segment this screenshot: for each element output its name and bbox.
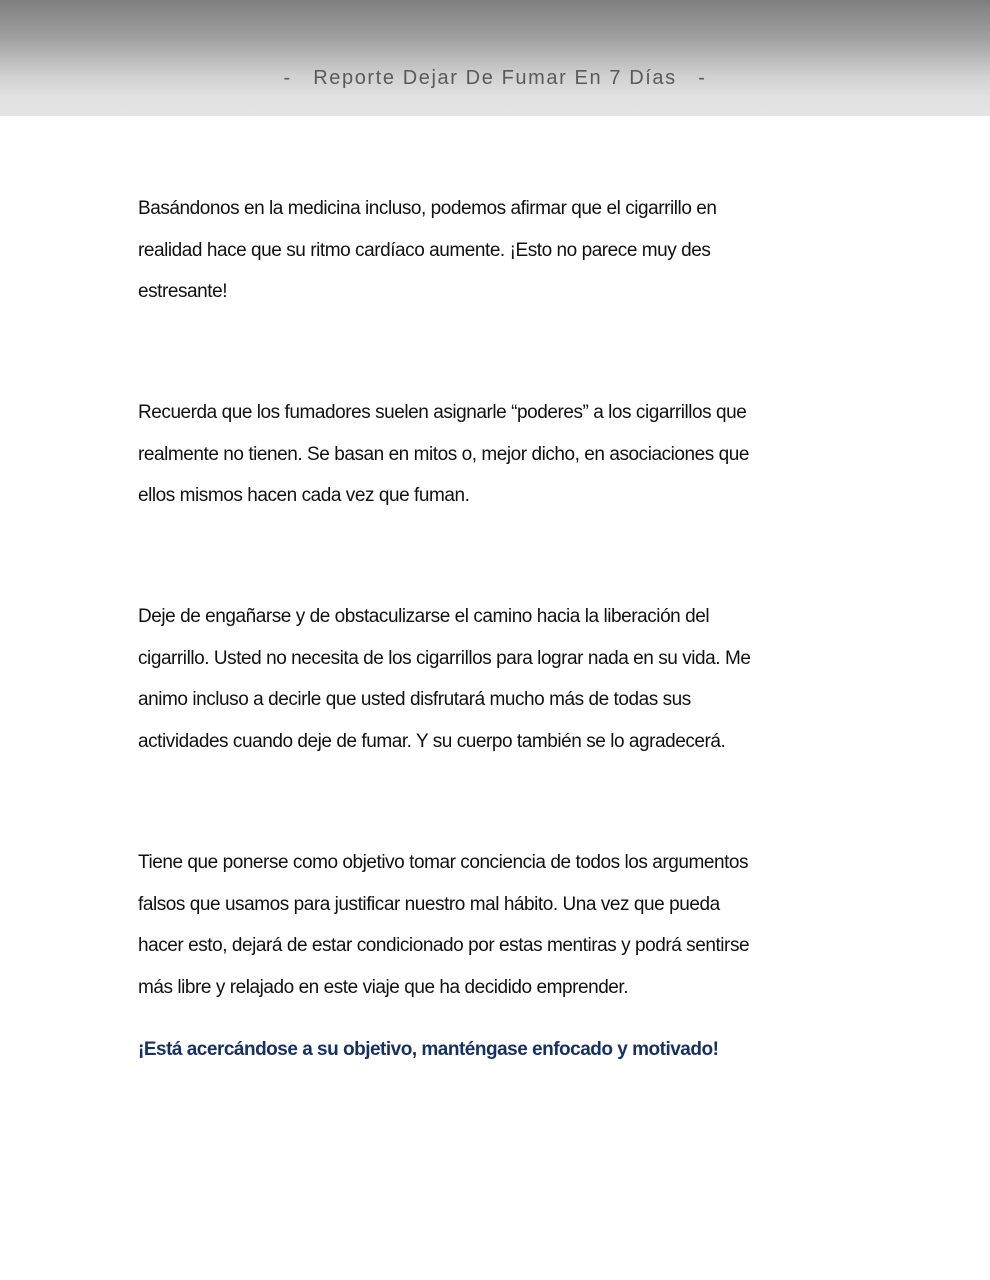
text-line: realmente no tienen. Se basan en mitos o, mejor dicho, en asociaciones que (138, 443, 749, 465)
paragraph-2 (138, 392, 858, 517)
text-line: ellos mismos hacen cada vez que fuman. (138, 485, 470, 506)
text-line: Tiene que ponerse como objetivo tomar conciencia de todos los argumentos (138, 852, 749, 873)
text-line: Recuerda que los fumadores suelen asignarle “poderes” a los cigarrillos que (138, 402, 747, 423)
text-line: actividades cuando deje de fumar. Y su cuerpo también se lo agradecerá. (138, 730, 726, 752)
text-line: Basándonos en la medicina incluso, podemos afirmar que el cigarrillo en (138, 198, 717, 219)
text-line: animo incluso a decirle que usted disfrutará mucho más de todas sus (138, 689, 691, 710)
motivation-highlight: ¡Está acercándose a su objetivo, manténgase enfocado y motivado! (138, 1039, 719, 1060)
text-line: cigarrillo. Usted no necesita de los cigarrillos para lograr nada en su vida. Me (138, 647, 751, 669)
text-line: hacer esto, dejará de estar condicionado por estas mentiras y podrá sentirse (138, 935, 750, 956)
text-line: falsos que usamos para justificar nuestro mal hábito. Una vez que pueda (138, 893, 720, 915)
header-title: - Reporte Dejar De Fumar En 7 Días - (283, 67, 707, 89)
paragraph-3 (138, 596, 858, 762)
text-line: más libre y relajado en este viaje que ha decidido emprender. (138, 976, 629, 998)
text-line: Deje de engañarse y de obstaculizarse el camino hacia la liberación del (138, 606, 710, 627)
text-line: estresante! (138, 281, 228, 302)
page-header (0, 0, 990, 116)
text-line: realidad hace que su ritmo cardíaco aumente. ¡Esto no parece muy des (138, 239, 711, 261)
paragraph-1 (138, 188, 858, 313)
paragraph-4 (138, 842, 858, 1008)
